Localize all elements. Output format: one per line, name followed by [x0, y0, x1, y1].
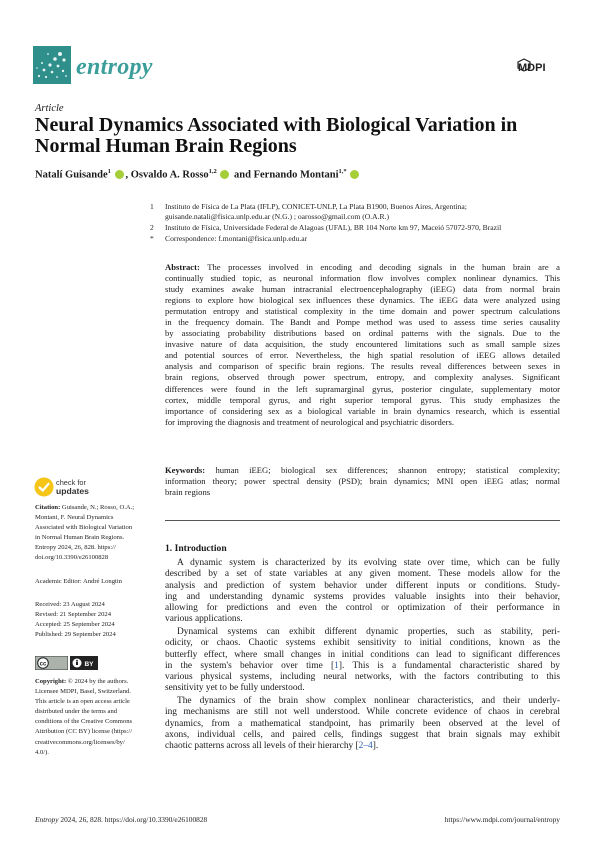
keywords-line: brain regions [165, 487, 211, 498]
paragraph-3 [165, 696, 560, 752]
date-revised: Revised: 21 September 2024 [35, 611, 111, 619]
paragraph-line: dynamics, from a mathematical standpoint, has primarily been observed at the level of [165, 718, 560, 729]
orcid-icon[interactable] [115, 170, 124, 179]
copyright-line: distributed under the terms and [35, 708, 118, 716]
academic-editor: Academic Editor: André Longtin [35, 578, 122, 585]
correspondence-text[interactable]: Correspondence: f.montani@fisica.unlp.edu.ar [165, 234, 308, 243]
paragraph-line: in the system's behavior over time [1]. This is a fundamental characteristic shared by [165, 660, 560, 671]
keywords [165, 465, 560, 498]
check-label: check for [56, 478, 86, 487]
affiliation-text[interactable]: guisande.natali@fisica.unlp.edu.ar (N.G.) ; oarosso@gmail.com (O.A.R.) [165, 212, 390, 221]
author-name[interactable]: and Fernando Montani [234, 169, 339, 181]
paragraph-line: sensitivity yet to be fully understood. [165, 683, 305, 694]
citation-label: Citation: [35, 504, 61, 511]
abstract-line: in the frequency domain. The Bandt and Pompe method was used to assess time series causality [165, 317, 560, 328]
title-line-1: Neural Dynamics Associated with Biological Variation in [35, 114, 518, 136]
citation-doi[interactable]: doi.org/10.3390/e26100828 [35, 554, 109, 562]
citation-line: Associated with Biological Variation [35, 524, 133, 532]
abstract-line: regions to explore how biological sex influences these dynamics. The iEEG data were analyzed using [165, 295, 560, 306]
footer-citation [35, 815, 207, 824]
keywords-label: Keywords: [165, 465, 206, 475]
abstract-line: cortex, middle temporal gyrus, and right superior temporal gyrus. This study emphasizes the [165, 394, 560, 405]
correspondence [150, 234, 585, 244]
paragraph-line: analysis and prediction of system behavior under different inputs or conditions. Study- [165, 580, 560, 591]
license-link[interactable]: 4.0/). [35, 748, 49, 756]
abstract-line: differences were found in the left supramarginal gyrus, posterior cingulate, supplementary motor [165, 383, 560, 394]
abstract-label: Abstract: [165, 262, 200, 272]
footer-journal: Entropy [35, 815, 59, 824]
keywords-line: information theory; power spectral density (PSD); brain dynamics; MNI open iEEG atlas; normal [165, 476, 560, 487]
cc-text: cc [39, 661, 47, 668]
paragraph-line: The dynamics of the brain show complex nonlinear characteristics, and their underly- [177, 696, 560, 706]
copyright-block: Copyright: © 2024 by the authors. Licensee MDPI, Basel, Switzerland. This article is an open access article distributed under the terms and conditions of the Creative Commons Attribution (CC BY) license (https:// creativecommons.org/licenses/by/ 4.0/). [35, 677, 157, 758]
orcid-icon[interactable] [350, 170, 359, 179]
abstract-line: and potential sources of error. Nevertheless, the high spatial resolution of iEEG allows detailed [165, 350, 560, 361]
title-line-2: Normal Human Brain Regions [35, 135, 297, 157]
copyright-line: Attribution (CC BY) license (https:// [35, 728, 133, 736]
check-for-updates-icon[interactable] [34, 477, 54, 497]
abstract-line: by associating probability distributions based on ordinal patterns with the signals. Due to the [165, 328, 560, 339]
date-accepted: Accepted: 25 September 2024 [35, 621, 115, 629]
updates-label: updates [56, 486, 89, 496]
abstract-line: invasive nature of data acquisition, the study encountered limitations such as small sample sizes [165, 339, 560, 350]
paragraph-line: ing mechanisms are still not well understood. While concrete evidence of chaos in cerebral [165, 707, 560, 718]
date-published: Published: 29 September 2024 [35, 631, 116, 639]
affiliation-number: 1 [150, 202, 154, 211]
section-heading-introduction: 1. Introduction [165, 543, 227, 554]
cc-by-icon[interactable] [70, 656, 98, 670]
author-affiliation-ref: 1 [107, 168, 111, 175]
affiliation [150, 202, 585, 212]
copyright-line: conditions of the Creative Commons [35, 718, 133, 726]
abstract [165, 262, 560, 428]
footer-journal-url[interactable]: https://www.mdpi.com/journal/entropy [444, 815, 560, 824]
abstract-line: analysis and comparison of specific brain regions. The results reveal differences between sexes in [165, 361, 560, 372]
paragraph-line: Dynamical systems can exhibit different dynamic properties, such as stability, peri- [177, 627, 560, 637]
paragraph-line: described by a set of state variables at any given moment. These models allow for the [165, 569, 560, 580]
publication-dates [35, 600, 157, 640]
by-text: BY [84, 661, 94, 668]
abstract-line: Abstract: The processes involved in encoding and decoding signals in the human brain are a [165, 262, 560, 272]
citation-line: Entropy 2024, 26, 828. https:// [35, 544, 116, 552]
paragraph-line: allowing for predictions and even the control or optimization of their performance in [165, 603, 560, 613]
author-list [35, 168, 361, 181]
citation-link[interactable]: 1 [334, 660, 339, 671]
date-received: Received: 23 August 2024 [35, 601, 105, 608]
license-link[interactable]: creativecommons.org/licenses/by/ [35, 738, 125, 746]
paragraph-line: odicity, or chaos. Chaotic systems exhibit sensitivity to initial conditions, known as the [165, 638, 560, 649]
affiliation-number: 2 [150, 223, 154, 232]
copyright-line: This article is an open access article [35, 698, 130, 706]
section-divider [165, 520, 560, 521]
citation-line: in Normal Human Brain Regions. [35, 534, 125, 542]
abstract-line: importance of considering sex as a biological variable in brain dynamics research, which is essential [165, 405, 560, 416]
author-affiliation-ref: 1,2 [208, 168, 217, 175]
affiliation-emails [165, 212, 585, 222]
abstract-line: continually studied topic, as neuronal information flow involves complex nonlinear dynamics. This [165, 273, 560, 284]
abstract-line: study examines awake human intracranial electroencephalography (iEEG) data from normal brain [165, 284, 560, 295]
creative-commons-icon[interactable] [35, 656, 68, 670]
citation-block: Citation: Guisande, N.; Rosso, O.A.; Montani, F. Neural Dynamics Associated with Biological Variation in Normal Human Brain Regions. Entropy 2024, 26, 828. https:// doi.org/10.3390/e26100828 [35, 503, 157, 564]
author-name[interactable]: , Osvaldo A. Rosso [125, 169, 209, 181]
paragraph-line: various physical systems, including neural networks, with the factors contributing to this [165, 672, 560, 682]
citation-link[interactable]: 2–4 [358, 741, 373, 751]
keywords-line: Keywords: human iEEG; biological sex differences; shannon entropy; statistical complexity; [165, 465, 560, 475]
article-type: Article [35, 103, 64, 114]
paragraph-2 [165, 627, 560, 695]
paragraph-line: chaotic patterns across all levels of their hierarchy [2–4]. [165, 741, 379, 751]
abstract-line: for improving the diagnosis and treatment of neurological and psychiatric disorders. [165, 416, 455, 427]
paragraph-line: various applications. [165, 614, 243, 625]
check-for-updates[interactable] [56, 479, 89, 496]
orcid-icon[interactable] [220, 170, 229, 179]
entropy-logo-icon [33, 46, 71, 84]
paragraph-line: butterfly effect, where small changes in initial conditions can lead to significant differences [165, 649, 560, 660]
author-affiliation-ref: 1,* [338, 168, 347, 175]
footer-doi[interactable]: 2024, 26, 828. https://doi.org/10.3390/e26100828 [58, 815, 208, 824]
paper-title [35, 115, 555, 157]
paragraph-line: ing and understanding dynamic systems provides valuable insights into their behavior, [165, 591, 560, 602]
affiliation [150, 223, 585, 233]
paragraph-line: axons, individual cells, and paired cells, findings suggest that brain signals may exhibit [165, 729, 560, 740]
abstract-line: brain regions, observed through power spectrum, entropy, and complexity analyses. Significant [165, 372, 560, 383]
publisher-name: MDPI [518, 62, 546, 74]
journal-name: entropy [76, 54, 153, 80]
copyright-line: Licensee MDPI, Basel, Switzerland. [35, 688, 131, 696]
affiliation-text: Instituto de Física de La Plata (IFLP), CONICET-UNLP, La Plata B1900, Buenos Aires, Argentina; [165, 202, 467, 211]
affiliation-text: Instituto de Física, Universidade Federal de Alagoas (UFAL), BR 104 Norte km 97, Maceió 57072-970, Brazil [165, 223, 502, 232]
paragraph-line: A dynamic system is characterized by its evolving state over time, which can be fully [177, 558, 560, 568]
citation-line: Montani, F. Neural Dynamics [35, 514, 114, 522]
abstract-line: permutation entropy and statistical complexity in the time domain and power spectrum calculations [165, 306, 560, 317]
author-name[interactable]: Natalí Guisande [35, 169, 108, 181]
paragraph-1 [165, 558, 560, 626]
affiliation-number: * [150, 234, 154, 243]
copyright-label: Copyright: [35, 678, 67, 685]
